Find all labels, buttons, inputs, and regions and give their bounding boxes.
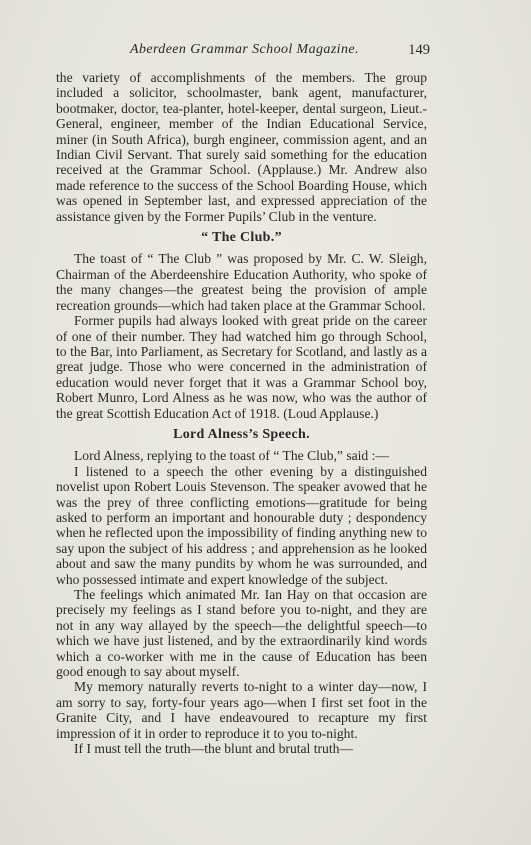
paragraph-variety-of-members: the variety of accomplishments of the members. The group included a solicitor, schoolmaster, bank agent, manufacturer, bootmaker, doctor, tea-planter, hotel-keeper, dental surgeon, Lieut.-General, engineer, member of the Indian Educational Service, miner (in South Africa), burgh engineer, commission agent, and an Indian Civil Servant. That surely said something for the education received at the Grammar School. (Applause.) Mr. Andrew also made reference to the success of the School Boarding House, which was opened in September last, and expressed appreciation of the assistance given by the Former Pupils’ Club in the venture. bbox=[56, 70, 427, 224]
page-number: 149 bbox=[408, 42, 430, 58]
article-body bbox=[56, 70, 427, 756]
paragraph-listened-speech: I listened to a speech the other evening by a distinguished novelist upon Robert Louis Stevenson. The speaker avowed that he was the prey of three conflicting emotions—gratitude for being asked to perform an important and honourable duty ; despondency when he reflected upon the impossibility of finding anything new to say upon the subject of his address ; and apprehension as he looked about and saw the many pundits by whom he was surrounded, and who possessed intimate and expert knowledge of the subject. bbox=[56, 463, 427, 587]
paragraph-reply-intro: Lord Alness, replying to the toast of “ The Club,” said :— bbox=[74, 448, 389, 464]
paragraph-former-pupils: Former pupils had always looked with great pride on the career of one of their number. They had watched him go through School, to the Bar, into Parliament, as Secretary for Scotland, and lastly as a great judge. Those who were concerned in the administration of education would never forget that it was a Grammar School boy, Robert Munro, Lord Alness as he was now, who was the author of the great Scottish Education Act of 1918. (Loud Applause.) bbox=[56, 313, 427, 421]
running-title: Aberdeen Grammar School Magazine. bbox=[130, 42, 359, 57]
paragraph-toast-proposed: The toast of “ The Club ” was proposed by Mr. C. W. Sleigh, Chairman of the Aberdeenshire Education Authority, who spoke of the many changes—the greatest being the provision of ample recreation grounds—which had taken place at the Grammar School. bbox=[56, 251, 427, 313]
paragraph-truth: If I must tell the truth—the blunt and brutal truth— bbox=[74, 741, 353, 757]
section-heading-the-club: “ The Club.” bbox=[201, 230, 282, 246]
section-heading-lord-alness-speech: Lord Alness’s Speech. bbox=[173, 426, 310, 442]
paragraph-feelings: The feelings which animated Mr. Ian Hay on that occasion are precisely my feelings as I stand before you to-night, and they are not in any way allayed by the speech—the delightful speech—to which we have just listened, and by the extraordinarily kind words which a co-worker with me in the cause of Education has been good enough to say about myself. bbox=[56, 587, 427, 680]
paragraph-memory: My memory naturally reverts to-night to a winter day—now, I am sorry to say, forty-four years ago—when I first set foot in the Granite City, and I have endeavoured to recapture my first impression of it in order to reproduce it to you to-night. bbox=[56, 679, 427, 741]
